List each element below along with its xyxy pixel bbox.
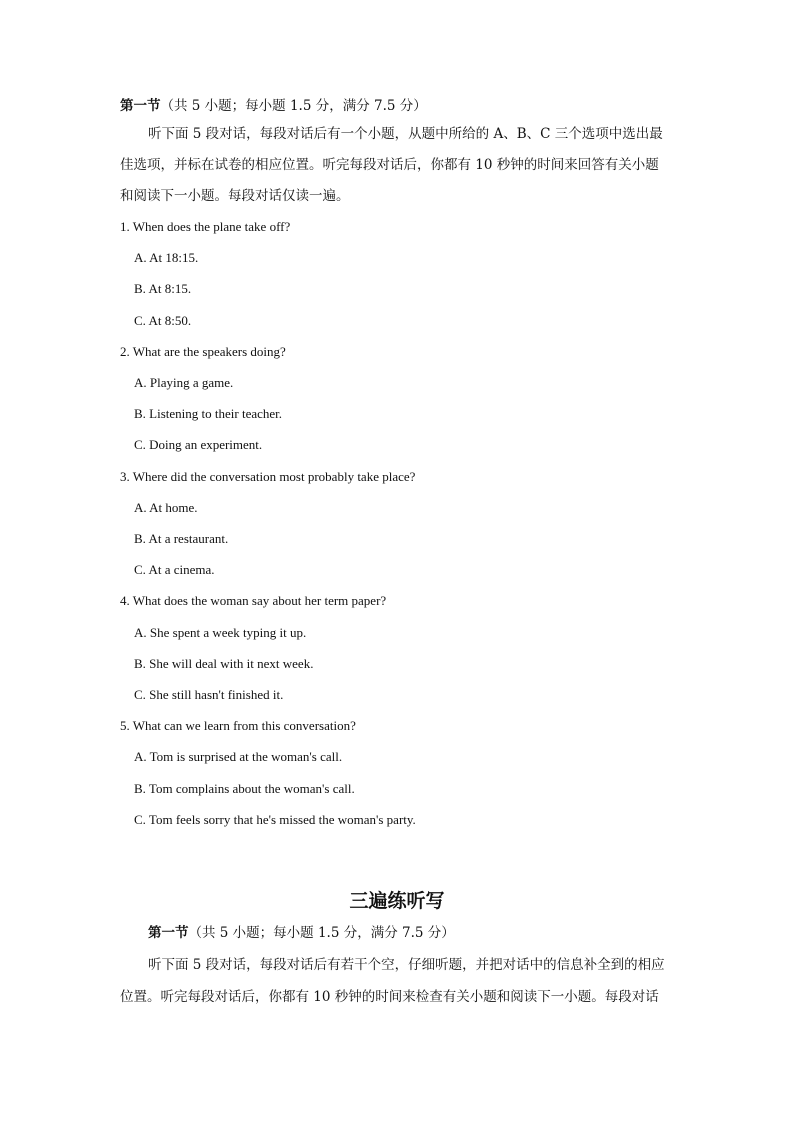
section1-instruction-line-2: 佳选项，并标在试卷的相应位置。听完每段对话后，你都有 10 秒钟的时间来回答有关小题: [120, 157, 659, 173]
section2-instruction-line-1: 听下面 5 段对话，每段对话后有若干个空，仔细听题，并把对话中的信息补全到的相应: [148, 957, 665, 973]
question-1-stem: 1. When does the plane take off?: [120, 219, 291, 234]
question-4-stem: 4. What does the woman say about her term paper?: [120, 593, 387, 608]
question-4-option-a: A. She spent a week typing it up.: [134, 625, 307, 640]
section2-heading: [148, 925, 455, 941]
question-5-option-b: B. Tom complains about the woman's call.: [134, 781, 355, 796]
section1-heading-label: 第一节: [120, 98, 161, 114]
question-2-option-c: C. Doing an experiment.: [134, 437, 263, 452]
question-2-option-a: A. Playing a game.: [134, 375, 234, 390]
question-5-option-a: A. Tom is surprised at the woman's call.: [134, 749, 343, 764]
question-3-option-b: B. At a restaurant.: [134, 531, 229, 546]
question-1-option-a: A. At 18:15.: [134, 250, 199, 265]
question-2-stem: 2. What are the speakers doing?: [120, 344, 286, 359]
question-3-option-c: C. At a cinema.: [134, 562, 215, 577]
section1-heading-detail: （共 5 小题；每小题 1.5 分，满分 7.5 分）: [160, 98, 427, 114]
section2-heading-label: 第一节: [148, 925, 189, 941]
question-1-option-c: C. At 8:50.: [134, 313, 192, 328]
section2-instruction-line-2: 位置。听完每段对话后，你都有 10 秒钟的时间来检查有关小题和阅读下一小题。每段对话: [120, 989, 659, 1005]
question-4-option-c: C. She still hasn't finished it.: [134, 687, 284, 702]
question-3-stem: 3. Where did the conversation most probably take place?: [120, 469, 416, 484]
section1-heading: [120, 98, 427, 114]
question-4-option-b: B. She will deal with it next week.: [134, 656, 314, 671]
question-5-option-c: C. Tom feels sorry that he's missed the woman's party.: [134, 812, 416, 827]
question-1-option-b: B. At 8:15.: [134, 281, 192, 296]
question-3-option-a: A. At home.: [134, 500, 198, 515]
question-2-option-b: B. Listening to their teacher.: [134, 406, 283, 421]
section1-instruction-line-3: 和阅读下一小题。每段对话仅读一遍。: [120, 188, 350, 204]
section2-heading-detail: （共 5 小题；每小题 1.5 分，满分 7.5 分）: [188, 925, 455, 941]
section2-title: 三遍练听写: [349, 890, 445, 912]
question-5-stem: 5. What can we learn from this conversation?: [120, 718, 356, 733]
section1-instruction-line-1: 听下面 5 段对话，每段对话后有一个小题，从题中所给的 A、B、C 三个选项中选出最: [148, 126, 663, 142]
